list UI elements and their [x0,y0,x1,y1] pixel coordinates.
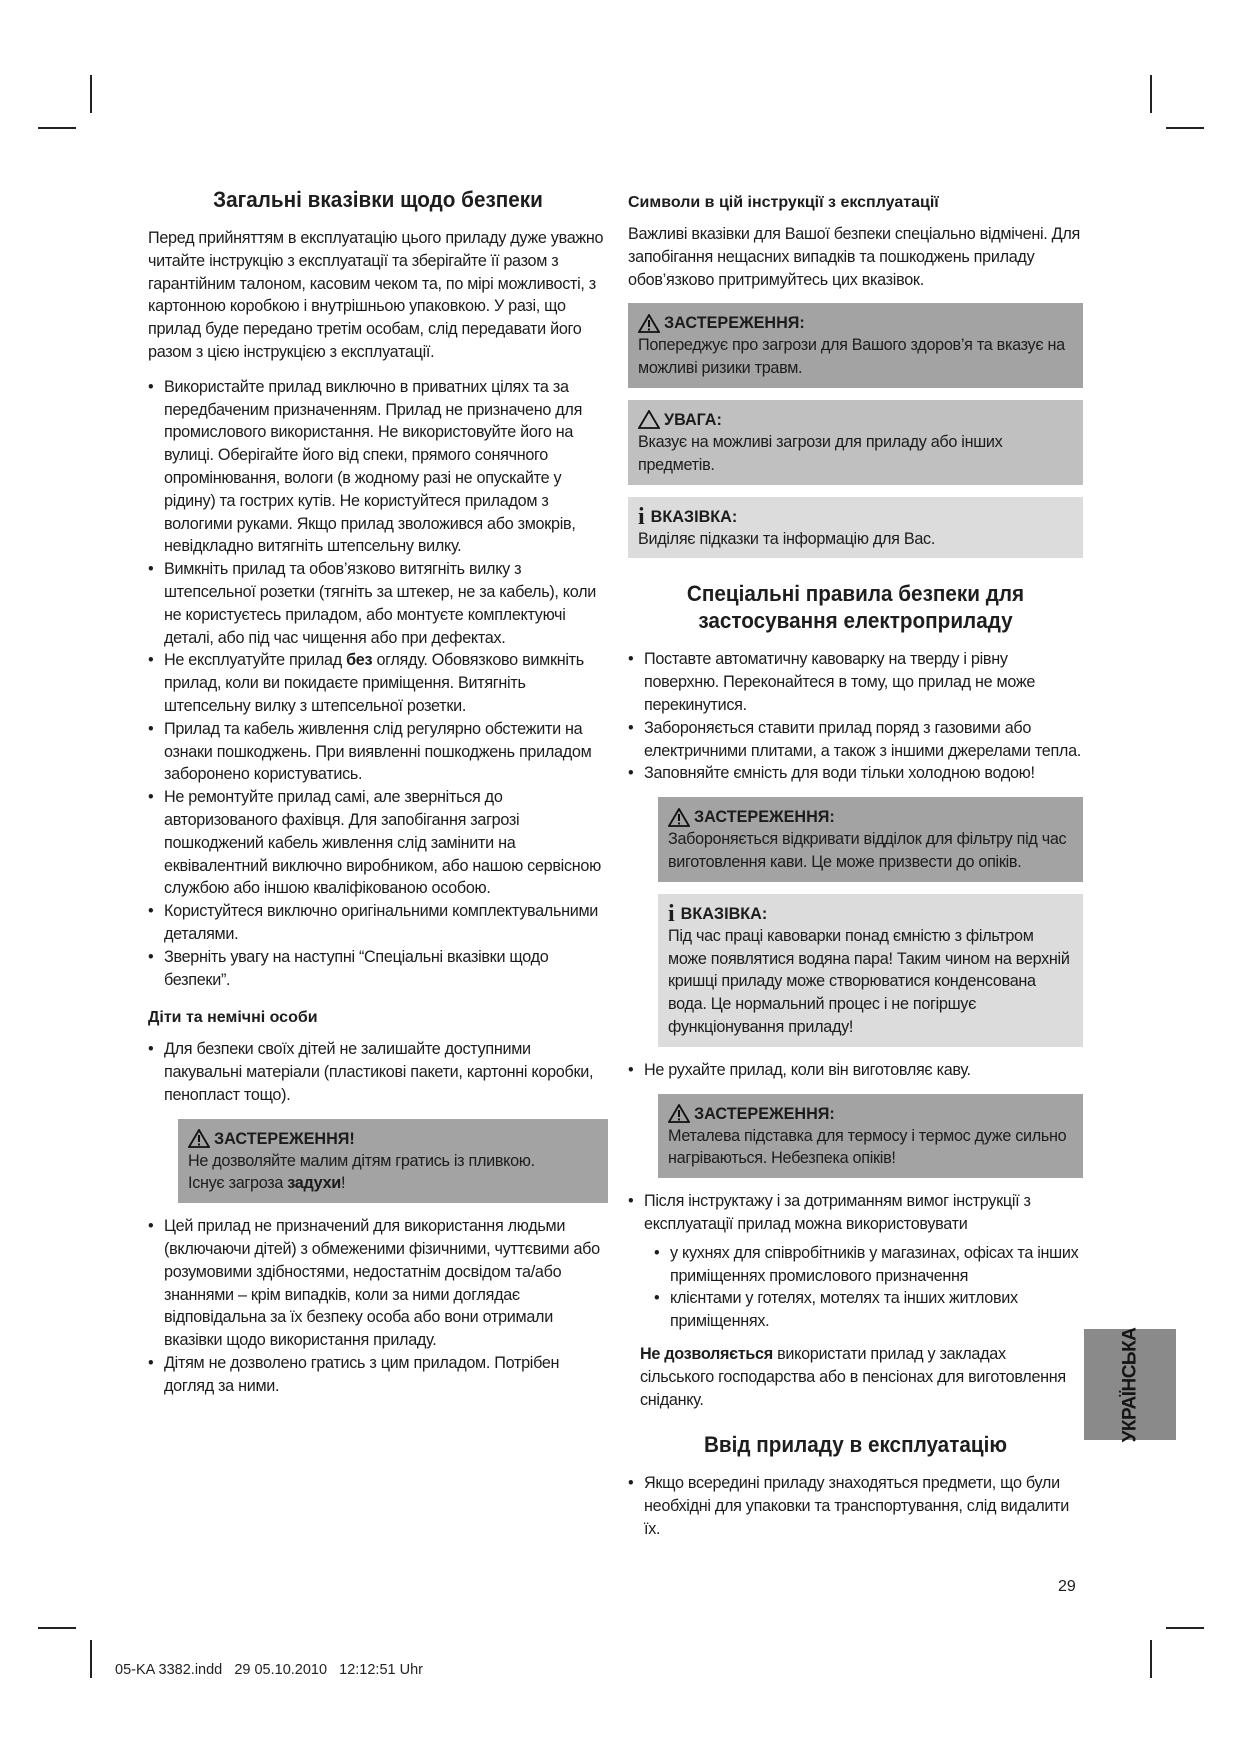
list-item: • Використайте прилад виключно в приватних цілях та за передбаченим призначенням. Прилад не призначено для промислового використання. Не використовуйте його на вулиці. Оберігайте його від спеки, прямого сонячного опромінювання, вологи (в жодному разі не опускайте у рідину) та гострих кутів. Не користуйтеся приладом з вологими руками. Якщо прилад зволожився або змокрів, невідкладно витягніть штепсельну вилку. [148,376,608,558]
crop-mark [90,75,92,113]
box-heading: ЗАСТЕРЕЖЕННЯ: [694,1104,835,1123]
list-item: • Після інструктажу і за дотриманням вимог інструкції з експлуатації прилад можна використовувати [628,1190,1083,1236]
list-item: • Зверніть увагу на наступні “Спеціальні вказівки щодо безпеки”. [148,946,608,992]
box-heading: ВКАЗІВКА: [650,507,738,526]
warning-triangle-icon [668,808,690,827]
box-body: Металева підставка для термосу і термос дуже сильно нагріваються. Небезпека опіків! [668,1126,1067,1168]
box-body: Під час праці кавоварки понад ємністю з фільтром може появлятися водяна пара! Таким чином на верхній кришці приладу може створюватися конденсована вода. Це нормальний процес і не погіршує функціонування приладу! [668,926,1070,1036]
list-item: • Не експлуатуйте прилад без огляду. Обовязково вимкніть прилад, коли ви покидаєте приміщення. Витягніть штепсельну вилку з штепсельної розетки. [148,649,608,717]
symbol-note-box [628,497,1083,559]
crop-mark [1166,1627,1204,1629]
symbol-warning-box [628,303,1083,388]
capability-list [148,1215,608,1397]
children-heading: Діти та немічні особи [148,1009,318,1027]
crop-mark [38,1627,76,1629]
usage-list [628,1190,1083,1236]
box-body: Виділяє підказки та інформацію для Вас. [638,529,936,548]
box-body: Попереджує про загрози для Вашого здоров’я та вказує на можливі ризики травм. [638,336,1065,378]
box-body: Забороняється відкривати відділок для фільтру під час виготовлення кави. Це може призвести до опіків. [668,830,1067,871]
warning-triangle-icon [188,1129,210,1148]
box-heading: ЗАСТЕРЕЖЕННЯ: [664,314,805,333]
info-icon: i [638,503,645,530]
symbols-heading: Символи в цій інструкції з експлуатації [628,194,939,211]
list-item: • Заповняйте ємність для води тільки холодною водою! [628,762,1083,785]
list-item: • Якщо всередині приладу знаходяться предмети, що були необхідні для упаковки та транспортування, слід видалити їх. [628,1472,1083,1540]
symbols-intro: Важливі вказівки для Вашої безпеки спеціально відмічені. Для запобігання нещасних випадків та пошкоджень приладу обов’язково притримуйтесь цих вказівок. [628,225,1080,289]
warning-body: Не дозволяйте малим дітям гратись із пливкою. Існує загроза задухи! [188,1151,535,1193]
list-item: • Для безпеки своїх дітей не залишайте доступними пакувальні матеріали (пластикові пакети, картонні коробки, пенопласт тощо). [148,1038,608,1106]
box-heading: УВАГА: [664,410,722,429]
list-item: • Дітям не дозволено гратись з цим приладом. Потрібен догляд за ними. [148,1352,608,1398]
left-column [148,186,608,1410]
list-item: • Користуйтеся виключно оригінальними комплектувальними деталями. [148,900,608,946]
box-heading: ЗАСТЕРЕЖЕННЯ: [694,808,835,827]
crop-mark [1166,127,1204,129]
crop-mark [38,127,76,129]
general-safety-title: Загальні вказівки щодо безпеки [213,187,543,212]
children-list [148,1038,608,1106]
list-item: • Поставте автоматичну кавоварку на тверду і рівну поверхню. Переконайтеся в тому, що прилад не може перекинутися. [628,648,1083,716]
box-body: Вказує на можливі загрози для приладу або інших предметів. [638,432,1003,474]
right-column [628,194,1083,1553]
page-number: 29 [1058,1578,1076,1595]
list-item: • клієнтами у готелях, мотелях та інших житлових приміщеннях. [654,1287,1083,1333]
list-item: • Прилад та кабель живлення слід регулярно обстежити на ознаки пошкоджень. При виявленні пошкоджень приладом заборонено користуватись. [148,718,608,786]
warning-box-filter [658,797,1083,882]
special-rules-title: Спеціальні правила безпеки для застосування електроприладу [686,581,1025,634]
warning-triangle-icon [668,1104,690,1123]
warning-triangle-icon [638,314,660,333]
caution-triangle-icon [638,410,660,429]
safety-intro: Перед прийняттям в експлуатацію цього приладу дуже уважно читайте інструкцію з експлуатації та зберігайте її разом з гарантійним талоном, касовим чеком та, по мірі можливості, з картонною коробкою і внутрішньою упаковкою. У разі, що прилад буде передано третім особам, слід передавати його разом з цією інструкцією з експлуатації. [148,229,604,361]
language-tab: УКРАЇНСЬКА [1084,1329,1176,1440]
list-item: • Цей прилад не призначений для використання людьми (включаючи дітей) з обмеженими фізичними, чуттєвими або розумовими здібностями, недостатнім досвідом та/або знаннями – крім випадків, коли за ними доглядає відповідальна за їх безпеку особа або вони отримали вказівки щодо використання приладу. [148,1215,608,1352]
startup-title: Ввід приладу в експлуатацію [703,1432,1008,1458]
warning-heading: ЗАСТЕРЕЖЕННЯ! [188,1128,598,1150]
print-footer: 05-KA 3382.indd 29 05.10.2010 12:12:51 Uhr [115,1662,423,1678]
info-icon: i [668,900,675,927]
special-rules-list [628,648,1083,785]
crop-mark [90,1640,92,1678]
list-item: • Не ремонтуйте прилад самі, але зверніться до авторизованого фахівця. Для запобігання загрозі пошкоджений кабель живлення слід замінити на еквівалентний виключно виробником, або нашою сервісною службою або іншою кваліфікованою особою. [148,786,608,900]
list-item: • Забороняється ставити прилад поряд з газовими або електричними плитами, а також з іншими джерелами тепла. [628,717,1083,763]
note-box-steam [658,894,1083,1047]
box-heading: ВКАЗІВКА: [680,904,768,923]
warning-box-thermos [658,1094,1083,1179]
warning-box-children [178,1119,608,1204]
crop-mark [1150,1640,1152,1678]
move-list [628,1059,1083,1082]
safety-list [148,376,608,992]
not-allowed-text: Не дозволяється використати прилад у закладах сільського господарства або в пенсіонах для виготовлення сніданку. [640,1344,1066,1409]
list-item: • Вимкніть прилад та обов’язково витягніть вилку з штепсельної розетки (тягніть за штекер, не за кабель), коли не користуєтесь приладом, або монтуєте комплектуючі деталі, або під час чищення або при дефектах. [148,558,608,649]
list-item: • Не рухайте прилад, коли він виготовляє каву. [628,1059,1083,1082]
symbol-caution-box [628,400,1083,485]
usage-sublist [654,1242,1083,1333]
startup-list [628,1472,1083,1540]
crop-mark [1150,75,1152,113]
list-item: • у кухнях для співробітників у магазинах, офісах та інших приміщеннях промислового призначення [654,1242,1083,1288]
